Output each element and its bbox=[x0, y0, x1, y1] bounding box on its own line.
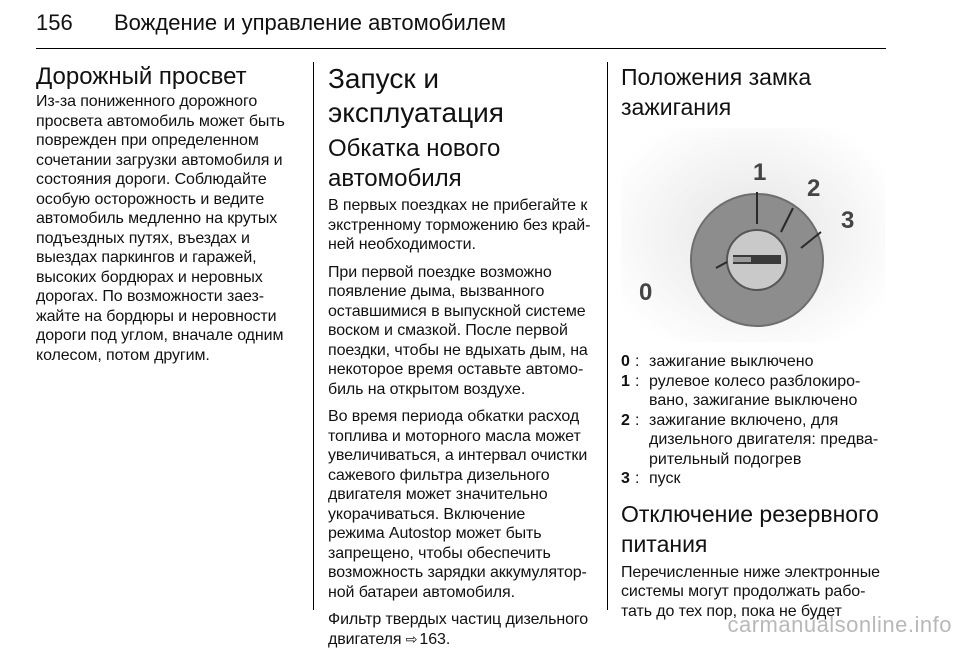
legend-key: 2 bbox=[621, 411, 630, 429]
legend-separator: : bbox=[635, 470, 640, 487]
legend-separator: : bbox=[635, 411, 640, 429]
column-ignition-positions bbox=[621, 62, 891, 629]
subsection-title-break-in: Обкатка нового автомобиля bbox=[328, 135, 501, 192]
section-title-starting: Запуск и эксплуатация bbox=[328, 63, 504, 128]
ignition-lock-illustration bbox=[621, 128, 885, 342]
column-ground-clearance bbox=[36, 62, 298, 373]
ground-clearance-text: Из-за пониженного дорожного просвета автомобиль может быть поврежден при определенном сочетании загрузки автомобиля и состояния дороги. Соблюдайте особую осторожность и ведите автомобиль медленно на крутых подъездных путях, въездах и выездах паркингов и гаражей, высоких бордюрах и неровных дорогах. По возможности заез- жайте на бордюры и неровности дороги под углом, вначале одним колесом, потом другим. bbox=[36, 93, 285, 364]
legend-row bbox=[621, 352, 891, 372]
backup-power-text: Перечисленные ниже электронные системы могут продолжать рабо- тать до тех пор, пока не будет bbox=[621, 563, 880, 620]
legend-text: пуск bbox=[649, 470, 681, 487]
legend-text: рулевое колесо разблокиро- вано, зажигание выключено bbox=[649, 372, 861, 409]
page-reference-arrow-icon: ⇨ bbox=[405, 630, 418, 647]
legend-row bbox=[621, 469, 891, 489]
legend-key: 1 bbox=[621, 372, 630, 390]
running-title: Вождение и управление автомобилем bbox=[114, 10, 507, 35]
page-reference-link[interactable]: 163. bbox=[419, 630, 451, 648]
watermark: carmanualsonline.info bbox=[727, 612, 952, 637]
column-starting-operation bbox=[328, 62, 596, 657]
dpf-line-2: двигателя bbox=[328, 630, 402, 648]
column-divider-2 bbox=[607, 62, 608, 610]
break-in-paragraph-4 bbox=[328, 610, 596, 649]
key-slot-highlight bbox=[733, 257, 751, 262]
legend-separator: : bbox=[635, 353, 640, 370]
section-title-ground-clearance: Дорожный просвет bbox=[36, 63, 247, 90]
figure-label-1: 1 bbox=[753, 159, 767, 186]
ignition-positions-legend bbox=[621, 352, 891, 489]
column-divider-1 bbox=[313, 62, 314, 610]
figure-label-2: 2 bbox=[807, 175, 821, 202]
legend-text: зажигание выключено bbox=[649, 353, 814, 370]
dpf-line-1: Фильтр твердых частиц дизельного bbox=[328, 611, 589, 628]
section-title-backup-power: Отключение резервного питания bbox=[621, 500, 879, 557]
ignition-lock-figure bbox=[621, 128, 885, 342]
legend-text: зажигание включено, для дизельного двигателя: предва- рительный подогрев bbox=[649, 411, 879, 468]
break-in-paragraph-2: При первой поездке возможно появление дыма, вызванного оставшимися в выпускной системе воском и смазкой. После первой поездки, чтобы не вдыхать дым, на некоторое время оставьте автомо- биль на открытом воздухе. bbox=[328, 263, 588, 398]
page-number: 156 bbox=[36, 10, 73, 35]
legend-key: 0 bbox=[621, 353, 630, 370]
page-header bbox=[36, 6, 886, 46]
legend-row bbox=[621, 372, 891, 411]
break-in-paragraph-3: Во время периода обкатки расход топлива и моторного масла может увеличиваться, а интервал очистки сажевого фильтра дизельного двигателя может значительно укорачиваться. Включение режима Autostop может быть запрещено, чтобы обеспечить возможность зарядки аккумулятор- ной батареи автомобиля. bbox=[328, 408, 588, 601]
legend-key: 3 bbox=[621, 470, 630, 487]
figure-label-3: 3 bbox=[841, 207, 855, 234]
legend-separator: : bbox=[635, 372, 640, 390]
header-rule bbox=[36, 48, 886, 49]
break-in-paragraph-1: В первых поездках не прибегайте к экстренному торможению без край- ней необходимости. bbox=[328, 197, 591, 253]
legend-row bbox=[621, 411, 891, 470]
section-title-ignition-positions: Положения замка зажигания bbox=[621, 64, 812, 120]
figure-label-0: 0 bbox=[639, 279, 653, 306]
